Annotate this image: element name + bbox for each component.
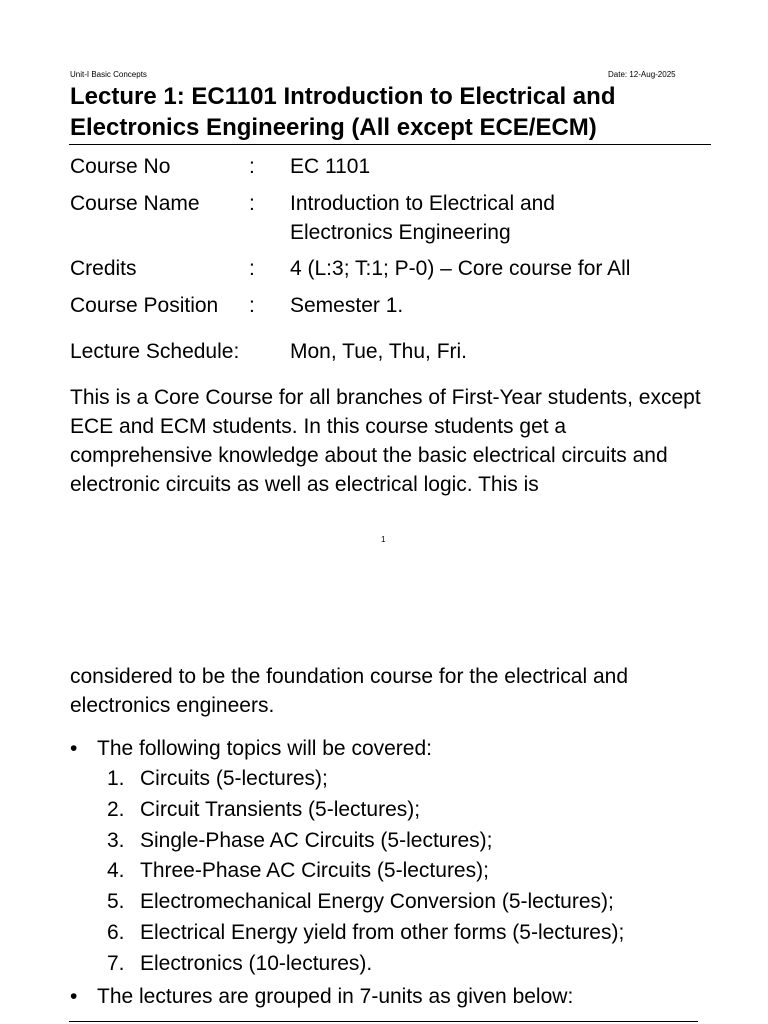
course-name-value: Introduction to Electrical and Electronics Engineering bbox=[290, 192, 555, 244]
list-item: 5. Electromechanical Energy Conversion (5-lectures); bbox=[107, 890, 614, 913]
header-unit: Unit-I Basic Concepts bbox=[70, 70, 147, 79]
course-position-colon: : bbox=[249, 294, 255, 317]
intro-paragraph: This is a Core Course for all branches of First-Year students, except ECE and ECM students. In this course students get a comprehensive knowledge about the basic electrical circuits and electronic circuits as well as electrical logic. This is bbox=[70, 386, 701, 496]
course-name-colon: : bbox=[249, 192, 255, 215]
bottom-divider bbox=[69, 1021, 698, 1022]
units-intro: The lectures are grouped in 7-units as given below: bbox=[97, 985, 574, 1008]
page-number: 1 bbox=[381, 535, 386, 544]
lecture-title: Lecture 1: EC1101 Introduction to Electrical and Electronics Engineering (All except ECE/ECM) bbox=[70, 83, 616, 141]
list-item: 6. Electrical Energy yield from other forms (5-lectures); bbox=[107, 921, 625, 944]
course-no-colon: : bbox=[249, 155, 255, 178]
topics-intro: The following topics will be covered: bbox=[97, 737, 432, 760]
course-position-label: Course Position bbox=[70, 294, 219, 317]
credits-colon: : bbox=[249, 257, 255, 280]
bullet-icon: • bbox=[70, 737, 78, 760]
header-date: Date: 12-Aug-2025 bbox=[608, 70, 676, 79]
topics-bullet bbox=[70, 734, 432, 763]
course-position-value: Semester 1. bbox=[290, 294, 404, 317]
list-item: 4. Three-Phase AC Circuits (5-lectures); bbox=[107, 859, 489, 882]
course-no-label: Course No bbox=[70, 155, 171, 178]
course-name-label: Course Name bbox=[70, 192, 200, 215]
lecture-schedule-label: Lecture Schedule: bbox=[70, 340, 240, 363]
credits-label: Credits bbox=[70, 257, 137, 280]
list-item: 3. Single-Phase AC Circuits (5-lectures); bbox=[107, 829, 493, 852]
list-item: 7. Electronics (10-lectures). bbox=[107, 952, 373, 975]
course-no-value: EC 1101 bbox=[290, 155, 371, 178]
bullet-icon: • bbox=[70, 985, 78, 1008]
title-divider bbox=[69, 144, 711, 145]
list-item: 1. Circuits (5-lectures); bbox=[107, 767, 328, 790]
units-bullet bbox=[70, 982, 573, 1011]
continuation-paragraph: considered to be the foundation course for the electrical and electronics engineers. bbox=[70, 665, 629, 717]
lecture-schedule-value: Mon, Tue, Thu, Fri. bbox=[290, 340, 468, 363]
list-item: 2. Circuit Transients (5-lectures); bbox=[107, 798, 421, 821]
credits-value: 4 (L:3; T:1; P-0) – Core course for All bbox=[290, 257, 631, 280]
